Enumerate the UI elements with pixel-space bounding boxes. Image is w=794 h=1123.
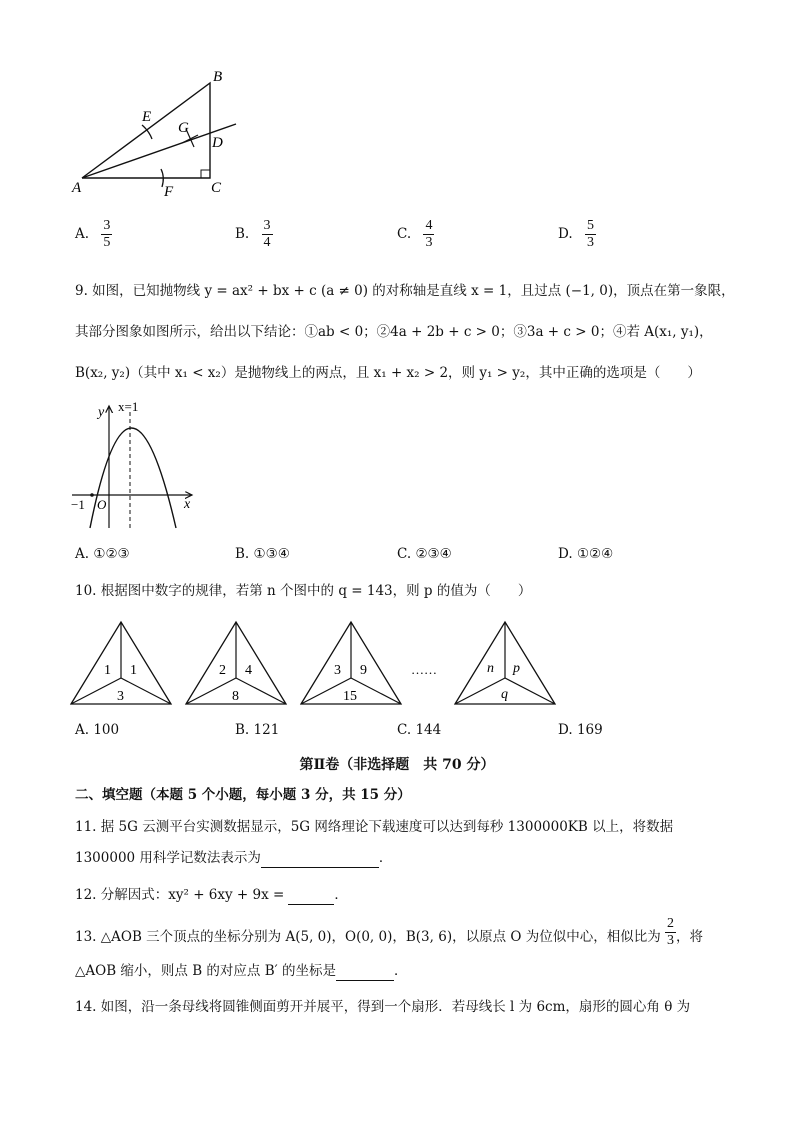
option-text: ①②③: [93, 546, 130, 562]
q13-ratio-fraction: $\frac{2}{3}$: [667, 916, 675, 948]
triangle-2-right: 4: [245, 663, 252, 678]
triangle-n-bottom: q: [501, 687, 508, 702]
q9-option-c[interactable]: [397, 546, 452, 562]
symmetry-axis-label: x=1: [118, 399, 139, 414]
q12-answer-blank[interactable]: [288, 886, 334, 905]
right-angle-mark: [201, 170, 210, 178]
triangle-n-left: n: [487, 661, 494, 676]
label-g: G: [178, 120, 189, 136]
triangle-n-right: p: [513, 661, 520, 676]
q12-line: [75, 886, 348, 905]
q11-line-2-text: 1300000 用科学记数法表示为: [75, 850, 261, 866]
option-text: 169: [576, 722, 603, 738]
option-letter: A.: [75, 722, 90, 738]
triangle-3: [301, 622, 401, 704]
q13-line-2: [75, 962, 407, 981]
triangle-abc: [82, 83, 210, 178]
triangles-ellipsis: ……: [411, 662, 437, 677]
triangle-1: [71, 622, 171, 704]
option-letter: C.: [397, 722, 412, 738]
section-title: 第Ⅱ卷（非选择题 共 70 分）: [299, 757, 495, 773]
q9-line-1: 9. 如图，已知抛物线 y = ax² + bx + c (a ≠ 0) 的对称轴是直线 x = 1，且过点 (−1, 0)，顶点在第一象限，: [75, 283, 735, 299]
label-c: C: [211, 180, 222, 196]
q8-option-a[interactable]: [75, 218, 112, 251]
option-text: ①③④: [253, 546, 290, 562]
option-text: 100: [93, 722, 120, 738]
triangle-2-bottom: 8: [232, 689, 239, 704]
label-e: E: [142, 109, 152, 125]
q11-answer-blank[interactable]: [261, 849, 379, 868]
q11-line-2-end: ．: [378, 850, 393, 866]
section-2-heading: 二、填空题（本题 5 个小题，每小题 3 分，共 15 分）: [75, 787, 411, 803]
triangle-3-left: 3: [334, 663, 341, 678]
arc-mark-g2: [182, 135, 198, 143]
q14-line-1: 14. 如图，沿一条母线将圆锥侧面剪开并展平，得到一个扇形．若母线长 l 为 6cm，扇形的圆心角 θ 为: [75, 999, 691, 1015]
q10-option-b[interactable]: [235, 722, 279, 738]
label-a: A: [72, 180, 82, 196]
q9-option-b[interactable]: [235, 546, 290, 562]
option-letter: A.: [75, 226, 90, 242]
option-text: ①②④: [576, 546, 614, 562]
triangle-1-right: 1: [130, 663, 137, 678]
q8-option-b[interactable]: [235, 218, 273, 251]
q10-option-c[interactable]: [397, 722, 441, 738]
q10-option-d[interactable]: [558, 722, 603, 738]
option-fraction: $\frac{3}{4}$: [263, 218, 271, 250]
q13-text-a: 13. △AOB 三个顶点的坐标分别为 A(5, 0)，O(0, 0)，B(3, 6)，以原点 O 为位似中心，相似比为: [75, 929, 661, 945]
q9-option-a[interactable]: [75, 546, 130, 562]
x-axis-label: x: [184, 497, 191, 512]
q9-option-d[interactable]: [558, 546, 613, 562]
triangle-3-bottom: 15: [343, 689, 357, 704]
option-letter: A.: [75, 546, 90, 562]
q13-text-b: ，将: [676, 929, 704, 945]
q12-end: ．: [334, 887, 348, 903]
q12-text: 12. 分解因式：xy² + 6xy + 9x =: [75, 887, 285, 903]
option-letter: D.: [558, 546, 573, 562]
triangle-1-bottom: 3: [117, 689, 124, 704]
option-letter: C.: [397, 226, 412, 242]
option-letter: B.: [235, 226, 250, 242]
q11-line-2: [75, 849, 392, 868]
option-letter: D.: [558, 722, 573, 738]
q13-line-2-text: △AOB 缩小，则点 B 的对应点 B′ 的坐标是: [75, 963, 336, 979]
option-fraction: $\frac{3}{5}$: [103, 218, 111, 250]
q8-option-c[interactable]: [397, 218, 434, 251]
q13-line-2-end: ．: [393, 963, 408, 979]
label-b: B: [213, 69, 223, 85]
origin-label: O: [97, 497, 107, 512]
option-fraction: $\frac{5}{3}$: [586, 218, 594, 250]
q10-triangles-figure: [68, 618, 568, 710]
q10-option-a[interactable]: [75, 722, 119, 738]
triangle-3-right: 9: [360, 663, 367, 678]
label-f: F: [164, 184, 174, 200]
bisector-line: [82, 124, 236, 178]
q10-line-1: 10. 根据图中数字的规律，若第 n 个图中的 q = 143，则 p 的值为（ ）: [75, 583, 532, 599]
point-neg-one: [90, 493, 94, 497]
triangle-2: [186, 622, 286, 704]
q11-line-1: 11. 据 5G 云测平台实测数据显示，5G 网络理论下载速度可以达到每秒 1300000KB 以上，将数据: [75, 819, 674, 835]
q9-line-2: 其部分图象如图所示，给出以下结论：①ab < 0；②4a + 2b + c > 0；③3a + c > 0；④若 A(x₁, y₁)，: [75, 324, 713, 340]
y-axis-label: y: [98, 405, 105, 420]
option-letter: D.: [558, 226, 573, 242]
triangle-n: [455, 622, 555, 704]
option-fraction: $\frac{4}{3}$: [425, 218, 433, 250]
parabola-curve: [90, 428, 176, 528]
q13-answer-blank[interactable]: [336, 962, 394, 981]
triangle-2-left: 2: [219, 663, 226, 678]
option-letter: B.: [235, 722, 250, 738]
triangle-1-left: 1: [104, 663, 111, 678]
neg-one-label: −1: [71, 497, 85, 512]
option-text: 144: [415, 722, 442, 738]
q13-line-1: [75, 916, 704, 949]
q8-triangle-figure: [70, 65, 250, 200]
option-text: 121: [253, 722, 280, 738]
q9-parabola-graph: [68, 398, 198, 533]
option-letter: B.: [235, 546, 250, 562]
option-letter: C.: [397, 546, 412, 562]
q9-line-3: B(x₂, y₂)（其中 x₁ < x₂）是抛物线上的两点，且 x₁ + x₂ > 2，则 y₁ > y₂，其中正确的选项是（ ）: [75, 365, 701, 381]
option-text: ②③④: [415, 546, 452, 562]
q8-option-d[interactable]: [558, 218, 596, 251]
label-d: D: [212, 135, 223, 151]
